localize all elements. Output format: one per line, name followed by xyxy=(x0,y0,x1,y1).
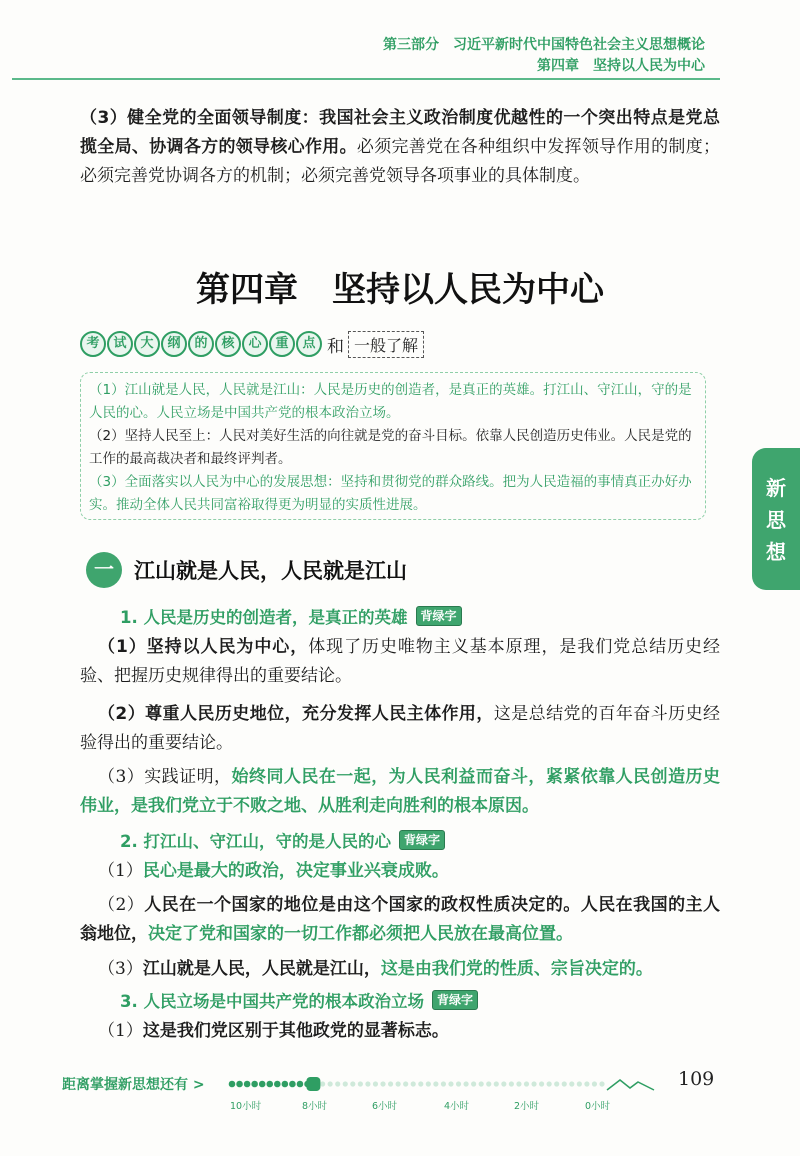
progress-tick-label: 2小时 xyxy=(514,1101,540,1112)
sub2-paragraph-1 xyxy=(80,857,720,886)
sub2-p2-green: 决定了党和国家的一切工作都必须把人民放在最高位置。 xyxy=(148,924,573,944)
progress-dot xyxy=(236,1081,243,1088)
outline-item-1: （1）江山就是人民，人民就是江山：人民是历史的创造者，是真正的英雄。打江山、守江山，守的是人民的心。人民立场是中国共产党的根本政治立场。 xyxy=(89,382,692,421)
progress-tick-label: 8小时 xyxy=(302,1101,328,1112)
progress-dot xyxy=(562,1081,567,1086)
progress-dot xyxy=(539,1081,544,1086)
sub1-p3-lead: （3）实践证明， xyxy=(98,767,232,787)
progress-tick-label: 6小时 xyxy=(372,1101,398,1112)
chapter-title: 第四章 坚持以人民为中心 xyxy=(196,270,604,310)
progress-dot xyxy=(373,1081,378,1086)
progress-dot xyxy=(388,1081,393,1086)
outline-circled-char: 心 xyxy=(242,331,268,357)
outline-heading xyxy=(80,330,424,358)
progress-dot xyxy=(554,1081,559,1086)
sub2-p3-green: 这是由我们党的性质、宗旨决定的。 xyxy=(380,959,653,979)
progress-dot xyxy=(486,1081,491,1086)
progress-dot xyxy=(584,1081,589,1086)
progress-dot xyxy=(365,1081,370,1086)
progress-dot xyxy=(297,1081,304,1088)
progress-dot xyxy=(599,1081,604,1086)
outline-circled-label xyxy=(80,331,323,357)
progress-tick-label: 10小时 xyxy=(230,1101,262,1112)
section-heading xyxy=(86,552,407,588)
progress-dot xyxy=(229,1081,236,1088)
sub2-paragraph-3 xyxy=(80,955,720,984)
subheading-3 xyxy=(120,988,478,1012)
mountain-icon xyxy=(607,1080,654,1090)
subheading-2 xyxy=(120,828,445,852)
section-number-badge: 一 xyxy=(86,552,122,588)
progress-dot xyxy=(433,1081,438,1086)
outline-circled-char: 大 xyxy=(134,331,160,357)
sub2-p2-lead: （2） xyxy=(98,895,145,915)
progress-marker xyxy=(306,1077,320,1091)
subheading-3-text: 3. 人民立场是中国共产党的根本政治立场 xyxy=(120,992,424,1011)
side-tab[interactable] xyxy=(752,448,800,590)
outline-dashed-label: 一般了解 xyxy=(348,331,424,358)
sub2-p1-green: 民心是最大的政治，决定事业兴衰成败。 xyxy=(142,861,449,881)
progress-dot xyxy=(547,1081,552,1086)
progress-dot xyxy=(259,1081,266,1088)
sub2-paragraph-2 xyxy=(80,891,720,949)
sub1-p3-green: 始终同人民在一起，为人民利益而奋斗，紧紧依靠人民创造历史伟业，是我们党立于不败之地、从胜利走向胜利的根本原因。 xyxy=(80,767,720,816)
progress-tick-label: 0小时 xyxy=(585,1101,611,1112)
outline-circled-char: 纲 xyxy=(161,331,187,357)
running-header-chapter: 第四章 坚持以人民为中心 xyxy=(537,58,705,74)
sub1-p2-bold: （2）尊重人民历史地位，充分发挥人民主体作用， xyxy=(98,704,494,724)
memorize-badge: 背绿字 xyxy=(399,830,445,850)
progress-dot xyxy=(320,1081,325,1086)
sub1-paragraph-3 xyxy=(80,763,720,821)
intro-normal: 必须完善党在各种组织中发挥领导作用的制度；必须完善党协调各方的机制；必须完善党领导各项事业的具体制度。 xyxy=(80,137,721,186)
running-header-part: 第三部分 习近平新时代中国特色社会主义思想概论 xyxy=(383,37,705,53)
subheading-1-text: 1. 人民是历史的创造者，是真正的英雄 xyxy=(120,608,408,627)
outline-item-2: （2）坚持人民至上：人民对美好生活的向往就是党的奋斗目标。依靠人民创造历史伟业。人民是党的工作的最高裁决者和最终评判者。 xyxy=(89,428,692,467)
progress-dot xyxy=(274,1081,281,1088)
progress-dot xyxy=(328,1081,333,1086)
sub1-p1-rest: 体现了历史唯物主义基本原理，是我们党总结历史经验、把握历史规律得出的重要结论。 xyxy=(80,637,721,686)
side-tab-char-2: 思 xyxy=(766,508,786,532)
progress-dot xyxy=(251,1081,258,1088)
sub2-p2-bold: 人民在一个国家的地位是由这个国家的政权性质决定的。人民在我国的主人翁地位， xyxy=(80,895,720,944)
progress-dot xyxy=(448,1081,453,1086)
side-tab-char-1: 新 xyxy=(766,476,786,500)
progress-tick-label: 4小时 xyxy=(444,1101,470,1112)
progress-dot xyxy=(335,1081,340,1086)
page-number: 109 xyxy=(678,1068,715,1090)
memorize-badge: 背绿字 xyxy=(432,990,478,1010)
progress-dot xyxy=(266,1081,273,1088)
progress-dot xyxy=(463,1081,468,1086)
side-tab-char-3: 想 xyxy=(766,540,786,564)
progress-dot xyxy=(244,1081,251,1088)
progress-dot xyxy=(577,1081,582,1086)
intro-bold: （3）健全党的全面领导制度：我国社会主义政治制度优越性的一个突出特点是党总揽全局、协调各方的领导核心作用。 xyxy=(80,108,720,157)
sub2-p1-lead: （1） xyxy=(98,861,143,881)
sub1-p1-bold: （1）坚持以人民为中心， xyxy=(98,637,309,657)
subheading-1 xyxy=(120,604,462,628)
sub1-paragraph-1 xyxy=(80,633,720,691)
progress-dot xyxy=(411,1081,416,1086)
progress-dot xyxy=(494,1081,499,1086)
sub2-p3-bold: 江山就是人民，人民就是江山， xyxy=(142,959,381,979)
progress-dot xyxy=(343,1081,348,1086)
memorize-badge: 背绿字 xyxy=(416,606,462,626)
progress-dot xyxy=(456,1081,461,1086)
outline-and: 和 xyxy=(327,336,344,357)
outline-circled-char: 考 xyxy=(80,331,106,357)
outline-item-3: （3）全面落实以人民为中心的发展思想：坚持和贯彻党的群众路线。把为人民造福的事情真正办好办实。推动全体人民共同富裕取得更为明显的实质性进展。 xyxy=(89,474,692,513)
header-divider xyxy=(12,78,720,80)
section-title: 江山就是人民，人民就是江山 xyxy=(134,559,407,583)
outline-circled-char: 核 xyxy=(215,331,241,357)
intro-paragraph xyxy=(80,104,720,191)
progress-dot xyxy=(531,1081,536,1086)
outline-circled-char: 试 xyxy=(107,331,133,357)
outline-circled-char: 点 xyxy=(296,331,322,357)
progress-dot xyxy=(418,1081,423,1086)
progress-dot xyxy=(524,1081,529,1086)
sub1-paragraph-2 xyxy=(80,700,720,758)
progress-dot xyxy=(289,1081,296,1088)
progress-dot xyxy=(516,1081,521,1086)
sub1-p2-rest: 这是总结党的百年奋斗历史经验得出的重要结论。 xyxy=(80,704,721,753)
progress-dot xyxy=(569,1081,574,1086)
sub3-paragraph-1 xyxy=(80,1017,720,1046)
sub3-p1-bold: 这是我们党区别于其他政党的显著标志。 xyxy=(142,1021,449,1041)
sub2-p3-lead: （3） xyxy=(98,959,143,979)
outline-box xyxy=(80,372,706,520)
progress-dot xyxy=(501,1081,506,1086)
subheading-2-text: 2. 打江山、守江山，守的是人民的心 xyxy=(120,832,391,851)
progress-dot xyxy=(509,1081,514,1086)
progress-dot xyxy=(426,1081,431,1086)
progress-dot xyxy=(282,1081,289,1088)
progress-dot xyxy=(396,1081,401,1086)
sub3-p1-lead: （1） xyxy=(98,1021,143,1041)
outline-circled-char: 的 xyxy=(188,331,214,357)
outline-circled-char: 重 xyxy=(269,331,295,357)
progress-dot xyxy=(350,1081,355,1086)
progress-dot xyxy=(380,1081,385,1086)
progress-dot xyxy=(441,1081,446,1086)
progress-dot xyxy=(471,1081,476,1086)
progress-dot xyxy=(403,1081,408,1086)
progress-dot xyxy=(358,1081,363,1086)
footer-progress-label: 距离掌握新思想还有 > xyxy=(62,1077,205,1093)
progress-dot xyxy=(592,1081,597,1086)
progress-dot xyxy=(479,1081,484,1086)
